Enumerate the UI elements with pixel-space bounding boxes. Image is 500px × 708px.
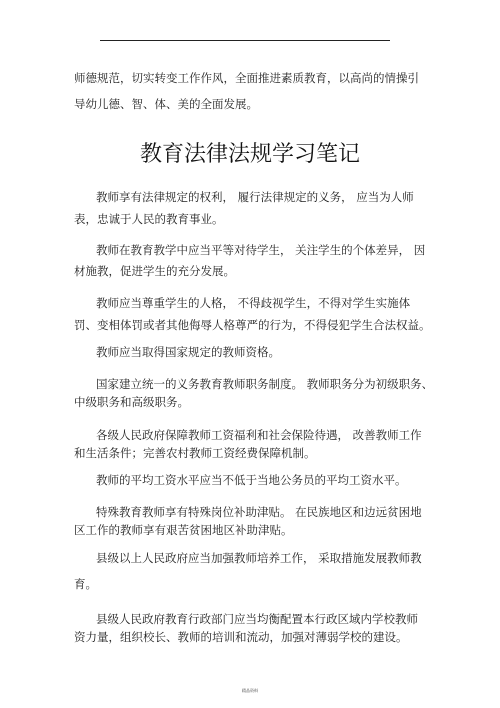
page-footer: 精品资料: [242, 688, 258, 693]
paragraph-line: 资力量，组织校长、教师的培训和流动，加强对薄弱学校的建设。: [74, 630, 408, 644]
top-rule: [100, 40, 390, 41]
paragraph-line: 区工作的教师享有艰苦贫困地区补助津贴。: [74, 523, 293, 537]
paragraph-line: 县级人民政府教育行政部门应当均衡配置本行政区域内学校教师: [96, 612, 418, 626]
paragraph-line: 教师在教育教学中应当平等对待学生， 关注学生的个体差异， 因: [96, 243, 426, 257]
paragraph-line: 特殊教育教师享有特殊岗位补助津贴。 在民族地区和边远贫困地: [96, 505, 422, 519]
paragraph-line: 和生活条件；完善农村教师工资经费保障机制。: [74, 446, 316, 460]
paragraph-line: 罚、变相体罚或者其他侮辱人格尊严的行为，不得侵犯学生合法权益。: [74, 318, 431, 332]
paragraph-line: 中级职务和高级职务。: [74, 395, 189, 409]
intro-line-1: 师德规范，切实转变工作作风，全面推进素质教育，以高尚的情操引: [74, 71, 419, 85]
paragraph-line: 教师的平均工资水平应当不低于当地公务员的平均工资水平。: [96, 473, 407, 487]
paragraph-line: 教师应当尊重学生的人格， 不得歧视学生，不得对学生实施体: [96, 296, 411, 310]
paragraph-line: 育。: [74, 577, 97, 591]
paragraph-line: 教师应当取得国家规定的教师资格。: [96, 345, 280, 359]
paragraph-line: 教师享有法律规定的权利， 履行法律规定的义务， 应当为人师: [96, 190, 414, 204]
paragraph-line: 各级人民政府保障教师工资福利和社会保险待遇， 改善教师工作: [96, 428, 422, 442]
page-title: 教育法律法规学习笔记: [139, 142, 360, 167]
paragraph-line: 县级以上人民政府应当加强教师培养工作， 采取措施发展教师教: [96, 551, 422, 565]
paragraph-line: 国家建立统一的义务教育教师职务制度。 教师职务分为初级职务、: [96, 377, 434, 391]
intro-line-2: 导幼儿德、智、体、美的全面发展。: [74, 97, 258, 111]
paragraph-line: 材施教，促进学生的充分发展。: [74, 264, 235, 278]
paragraph-line: 表，忠诚于人民的教育事业。: [74, 212, 224, 226]
